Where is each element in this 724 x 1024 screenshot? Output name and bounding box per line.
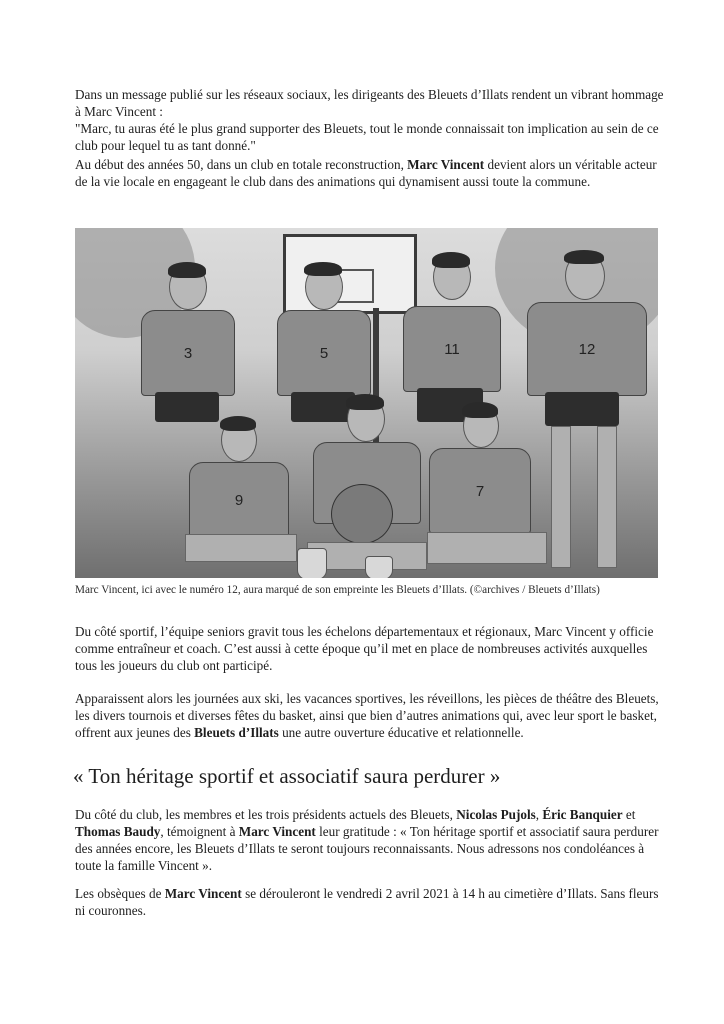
jersey-number: 12	[578, 340, 596, 358]
jersey	[403, 306, 501, 392]
trophy-cup	[365, 556, 393, 578]
text-run: et	[622, 807, 636, 822]
name-bleuets-illats: Bleuets d’Illats	[194, 725, 279, 740]
text-run: Du côté du club, les membres et les trois présidents actuels des Bleuets,	[75, 807, 457, 822]
player-hair	[462, 402, 498, 418]
history-paragraph	[75, 156, 665, 190]
section-heading: « Ton héritage sportif et associatif saura perdurer »	[73, 764, 501, 788]
funeral-paragraph	[75, 885, 665, 919]
jersey	[141, 310, 235, 396]
name-marc-vincent: Marc Vincent	[164, 886, 242, 901]
text-run: se dérouleront le vendredi 2 avril 2021 à 14 h au cimetière d’Illats. Sans fleurs ni couronnes.	[75, 886, 659, 918]
player-legs	[427, 532, 547, 564]
text-run: ,	[535, 807, 543, 822]
player-hair	[346, 394, 384, 410]
name-marc-vincent: Marc Vincent	[407, 157, 485, 172]
jersey-number: 11	[444, 340, 460, 358]
player-leg	[597, 426, 617, 568]
name-thomas-baudy: Thomas Baudy	[75, 824, 161, 839]
player-hair	[432, 252, 470, 268]
name-eric-banquier: Éric Banquier	[542, 807, 623, 822]
photo-caption: Marc Vincent, ici avec le numéro 12, aura marqué de son empreinte les Bleuets d’Illats. (©archives / Bleuets d’Illats)	[75, 584, 600, 596]
team-photo	[75, 228, 658, 578]
text-run: leur gratitude : « Ton héritage sportif et associatif saura perdurer des années encore, les Bleuets d’Illats te seront toujours reconnaissants. Nous adressons nos condoléances à toute la famille Vincent ».	[75, 824, 659, 873]
text-run: Apparaissent alors les journées aux ski, les vacances sportives, les réveillons, les pièces de théâtre des Bleuets, les divers tournois et diverses fêtes du basket, ainsi que bien d’autres animations qui, avec leur sport le basket, offrent aux jeunes des	[75, 691, 659, 740]
activities-paragraph	[75, 690, 665, 741]
name-nicolas-pujols: Nicolas Pujols	[456, 807, 536, 822]
player-hair	[304, 262, 342, 276]
text-run: devient alors un véritable acteur de la vie locale en engageant le club dans des animations qui dynamisent aussi toute la commune.	[75, 157, 657, 189]
intro-paragraph: Dans un message publié sur les réseaux sociaux, les dirigeants des Bleuets d’Illats rendent un vibrant hommage à Marc Vincent :	[75, 87, 664, 119]
basketball-backboard	[283, 234, 417, 314]
jersey	[189, 462, 289, 538]
sport-paragraph: Du côté sportif, l’équipe seniors gravit tous les échelons départementaux et régionaux, Marc Vincent y officie comme entraîneur et coach. C’est aussi à cette époque qu’il met en place de nombreuses activités auxquelles tous les joueurs du club ont participé.	[75, 624, 654, 673]
player-hair	[220, 416, 256, 431]
text-run: Au début des années 50, dans un club en totale reconstruction,	[75, 157, 408, 172]
text-run: Les obsèques de	[75, 886, 165, 901]
jersey-number: 7	[475, 482, 485, 500]
jersey-number: 3	[183, 344, 193, 362]
player-hair	[564, 250, 604, 264]
shorts	[291, 392, 355, 422]
basketball	[331, 484, 393, 544]
jersey-number: 9	[234, 491, 244, 509]
name-marc-vincent: Marc Vincent	[238, 824, 316, 839]
text-run: , témoignent à	[160, 824, 239, 839]
jersey	[429, 448, 531, 534]
quote-paragraph: "Marc, tu auras été le plus grand supporter des Bleuets, tout le monde connaissait ton implication au sein de ce club pour lequel tu as tant donné."	[75, 121, 659, 153]
jersey-number: 5	[319, 344, 329, 362]
player-hair	[168, 262, 206, 278]
shorts	[545, 392, 619, 426]
jersey	[277, 310, 371, 396]
trophy-cup	[297, 548, 327, 578]
text-run: une autre ouverture éducative et relationnelle.	[278, 725, 524, 740]
player-leg	[551, 426, 571, 568]
shorts	[155, 392, 219, 422]
player-legs	[185, 534, 297, 562]
jersey	[527, 302, 647, 396]
club-tribute-paragraph	[75, 806, 665, 874]
